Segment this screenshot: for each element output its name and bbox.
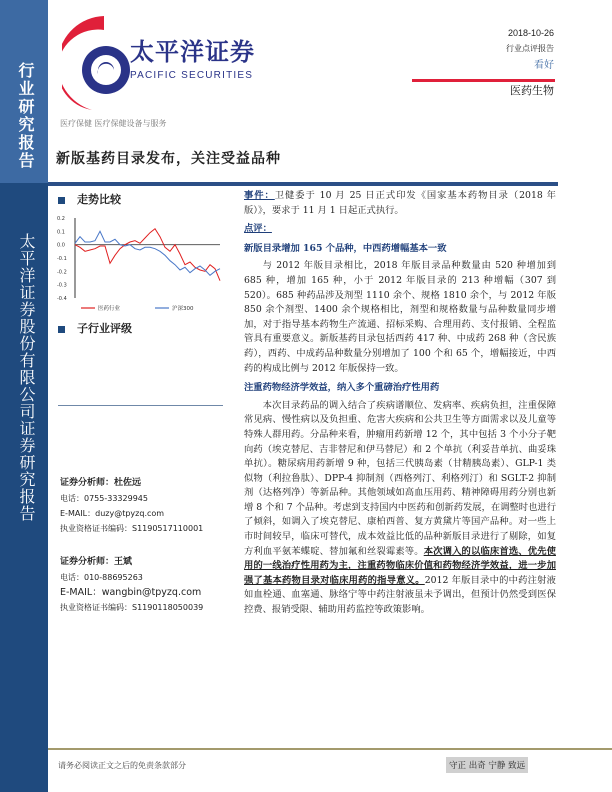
y-tick-label: 0.2 <box>57 216 65 222</box>
y-tick-label: -0.3 <box>57 282 67 289</box>
sidebar-report-category: 行业研究报告 <box>16 62 35 170</box>
company-motto: 守正 出奇 宁静 致远 <box>446 757 528 773</box>
rating-divider <box>412 79 555 82</box>
y-tick-label: -0.1 <box>57 256 67 262</box>
disclaimer-note: 请务必阅读正文之后的免责条款部分 <box>58 761 186 770</box>
industry: 医药生物 <box>510 85 554 97</box>
comment-label: 点评： <box>244 223 272 235</box>
y-tick-label: -0.4 <box>57 296 67 302</box>
page-title: 新版基药目录发布，关注受益品种 <box>56 151 281 167</box>
analyst-email[interactable]: E-MAIL：wangbin@tpyzq.com <box>60 587 202 598</box>
paragraph: 与 2012 年版目录相比，2018 年版目录品种数量由 520 种增加到 685 种，增加 165 种，小于 2012 年版目录的 213 种增幅（307 到 520）。685 种药品涉及剂型 1110 余个、规格 1810 余个，与 2012 年版 850 余个剂型、1400 余个规格相比，剂型和规格数量与品种数量同步增加，对于指导基本药物生产流通、招标采购、合理用药、支付报销、全程监管具有重要意义。新版基药目录包括西药 417 种、中成药 268 种（含民族药），西药、中成药品种数量分别增加了 100 个和 65 个，增幅接近，中西药的构成比例与 2012 年版保持一致。 <box>244 260 556 374</box>
section-heading: 新版目录增加 165 个品种，中西药增幅基本一致 <box>244 242 447 254</box>
logo-text-cn: 太平洋证券 <box>130 38 255 66</box>
legend-label: 沪深300 <box>172 306 194 312</box>
sidebar-company-label: 太平洋证券股份有限公司证券研究报告 <box>17 233 36 522</box>
report-body <box>244 189 556 618</box>
logo-text-en: PACIFIC SECURITIES <box>130 70 254 81</box>
left-divider <box>58 405 223 406</box>
analyst-2: 证券分析师：王斌 电话：010-88695263 E-MAIL：wangbin@tpyzq.com 执业资格证书编码：S1190118050039 <box>60 555 235 615</box>
trend-heading: 走势比较 <box>58 193 121 207</box>
legend-label: 医药行业 <box>98 306 121 312</box>
event-text: 卫健委于 10 月 25 日正式印发《国家基本药物目录（2018 年版）》，要求于 11 月 1 日起正式执行。 <box>244 190 556 216</box>
bullet-icon <box>58 197 65 204</box>
y-tick-label: -0.2 <box>57 269 67 276</box>
paragraph: 本次目录药品的调入结合了疾病谱顺位、发病率、疾病负担，注重保障常见病、慢性病以及负担重、危害大疾病和公共卫生等方面需求以及儿童等特殊人群用药。分品种来看，肿瘤用药新增 12 个，其中包括 3 个小分子靶向药（埃克替尼、吉非替尼和伊马替尼）和 2 个单抗（利妥昔单抗、曲妥珠单抗）。糖尿病用药新增 9 种，包括三代胰岛素（甘精胰岛素）、GLP-1 类似物（利拉鲁肽）、DPP-4 抑制剂（西格列汀、利格列汀）和 SGLT-2 抑制剂（达格列净）等新品种。其他领域如高血压用药、精神障碍用药分别也新增 8 个和 7 个品种。考虑到支持国内中医药和创新药发展，在调整时也进行了倾斜，如调入了埃克替尼、康柏西普、复方黄黛片等国产品种。对一些上市时间较早，临床可替代，成本效益比低的品种新版目录进行了剔除，如复方利血平氨苯蝶啶、替加氟和丝裂霉素等。本次调入的以临床首选、优先使用的一线治疗性用药为主，注重药物临床价值和药物经济学效益，进一步加强了基本药物目录对临床用药的指导意义。2012 年版目录中的中药注射液如血栓通、血塞通、脉络宁等中药注射液虽未予调出，但预计仍然受到医保控费、报销受限、辅助用药监控等政策影响。 <box>244 399 556 616</box>
y-tick-label: 0.0 <box>57 242 65 249</box>
y-tick-label: 0.1 <box>57 229 65 236</box>
sub-rating-heading: 子行业评级 <box>58 322 132 336</box>
event-label: 事件： <box>244 190 275 201</box>
rating: 看好 <box>534 60 554 71</box>
section-heading: 注重药物经济学效益，纳入多个重磅治疗性用药 <box>244 382 440 394</box>
bullet-icon <box>58 326 65 333</box>
footer-divider <box>48 748 612 750</box>
trend-chart <box>55 212 227 314</box>
analyst-1: 证券分析师：杜佐远 电话：0755-33329945 E-MAIL：duzy@tpyzq.com 执业资格证书编码：S1190517110001 <box>60 476 235 536</box>
logo-emblem-icon <box>62 14 132 114</box>
key-conclusion: 本次调入的以临床首选、优先使用的一线治疗性用药为主，注重药物临床价值和药物经济学效益，进一步加强了基本药物目录对临床用药的指导意义。 <box>244 545 556 586</box>
company-logo <box>62 14 132 114</box>
report-date: 2018-10-26 <box>507 28 554 38</box>
report-type: 行业点评报告 <box>506 44 554 53</box>
analyst-email[interactable]: E-MAIL：duzy@tpyzq.com <box>60 509 165 518</box>
breadcrumb: 医疗保健 医疗保健设备与服务 <box>60 119 167 128</box>
title-divider <box>48 182 558 186</box>
